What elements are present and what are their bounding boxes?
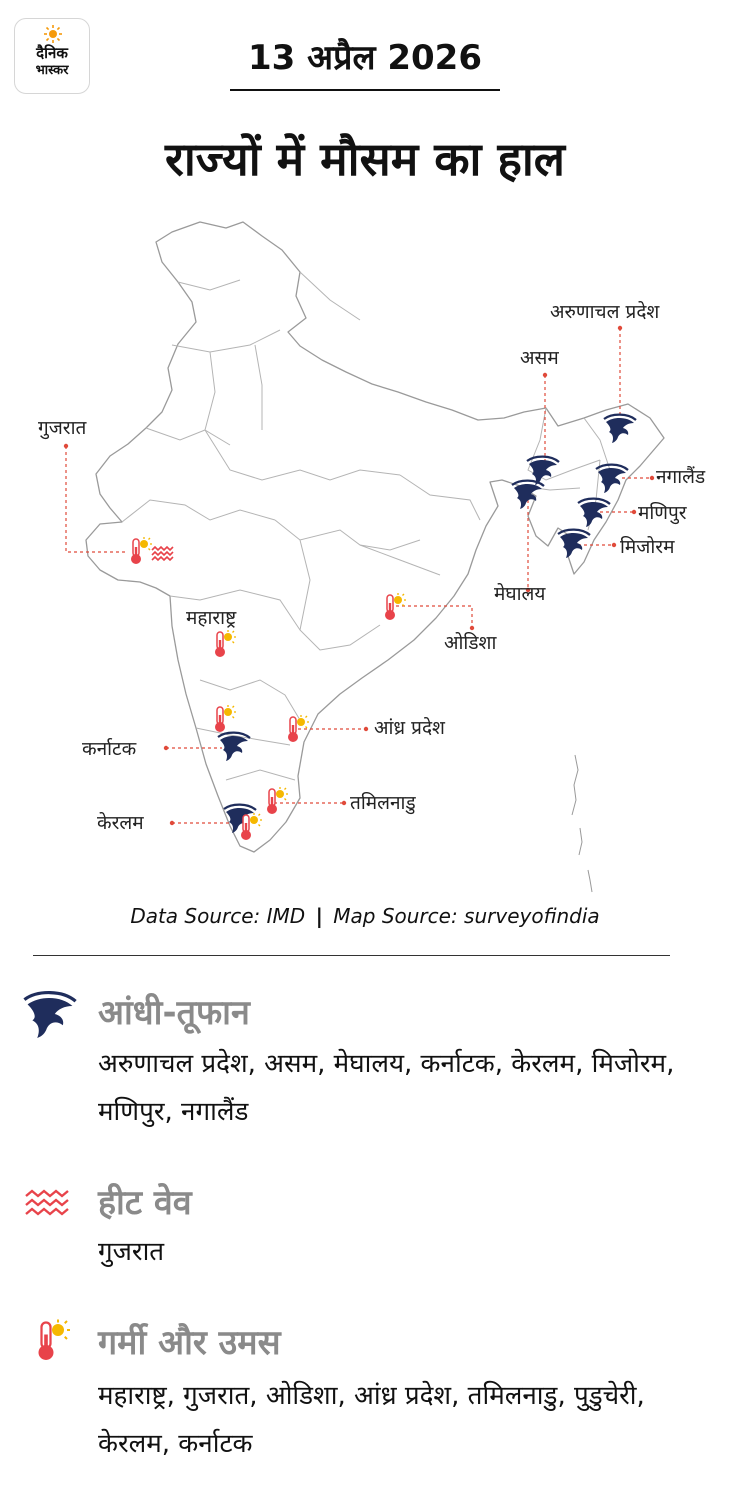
label-meghalaya: मेघालय bbox=[494, 583, 546, 605]
hot-humid-icon bbox=[32, 1318, 76, 1368]
label-kerala: केरलम bbox=[97, 812, 144, 834]
label-tamil-nadu: तमिलनाडु bbox=[350, 792, 416, 814]
label-maharashtra: महाराष्ट्र bbox=[186, 607, 237, 629]
divider bbox=[33, 955, 670, 956]
report-date: 13 अप्रैल 2026 bbox=[248, 38, 482, 78]
legend-storm-states: अरुणाचल प्रदेश, असम, मेघालय, कर्नाटक, केरलम, मिजोरम, मणिपुर, नगालैंड bbox=[98, 1049, 675, 1127]
logo-text-line2: भास्कर bbox=[35, 63, 69, 78]
label-gujarat: गुजरात bbox=[38, 417, 87, 439]
label-assam: असम bbox=[520, 347, 559, 369]
label-arunachal-pradesh: अरुणाचल प्रदेश bbox=[550, 301, 660, 323]
label-mizoram: मिजोरम bbox=[620, 536, 675, 558]
source-separator: | bbox=[315, 904, 323, 928]
data-source-text: Data Source: IMD bbox=[130, 904, 306, 928]
label-karnataka: कर्नाटक bbox=[82, 738, 137, 760]
label-andhra-pradesh: आंध्र प्रदेश bbox=[374, 717, 445, 739]
andaman-islands bbox=[572, 755, 592, 892]
label-nagaland: नगालैंड bbox=[656, 466, 706, 488]
label-manipur: मणिपुर bbox=[638, 502, 687, 524]
storm-icon bbox=[22, 990, 78, 1038]
source-credit bbox=[0, 902, 730, 930]
legend-storm-title: आंधी-तूफान bbox=[98, 993, 250, 1033]
legend-heatwave-title: हीट वेव bbox=[98, 1183, 192, 1223]
label-odisha: ओडिशा bbox=[444, 632, 497, 654]
logo-text-line1: दैनिक bbox=[36, 44, 68, 62]
legend-humid-states: महाराष्ट्र, गुजरात, ओडिशा, आंध्र प्रदेश, तमिलनाडु, पुडुचेरी, केरलम, कर्नाटक bbox=[98, 1381, 645, 1459]
page-title: राज्यों में मौसम का हाल bbox=[165, 132, 565, 186]
map-source-text: Map Source: surveyofindia bbox=[333, 904, 600, 928]
legend-humid-title: गर्मी और उमस bbox=[98, 1323, 281, 1363]
heatwave-icon bbox=[24, 1188, 76, 1218]
legend-heatwave-states: गुजरात bbox=[98, 1237, 165, 1267]
